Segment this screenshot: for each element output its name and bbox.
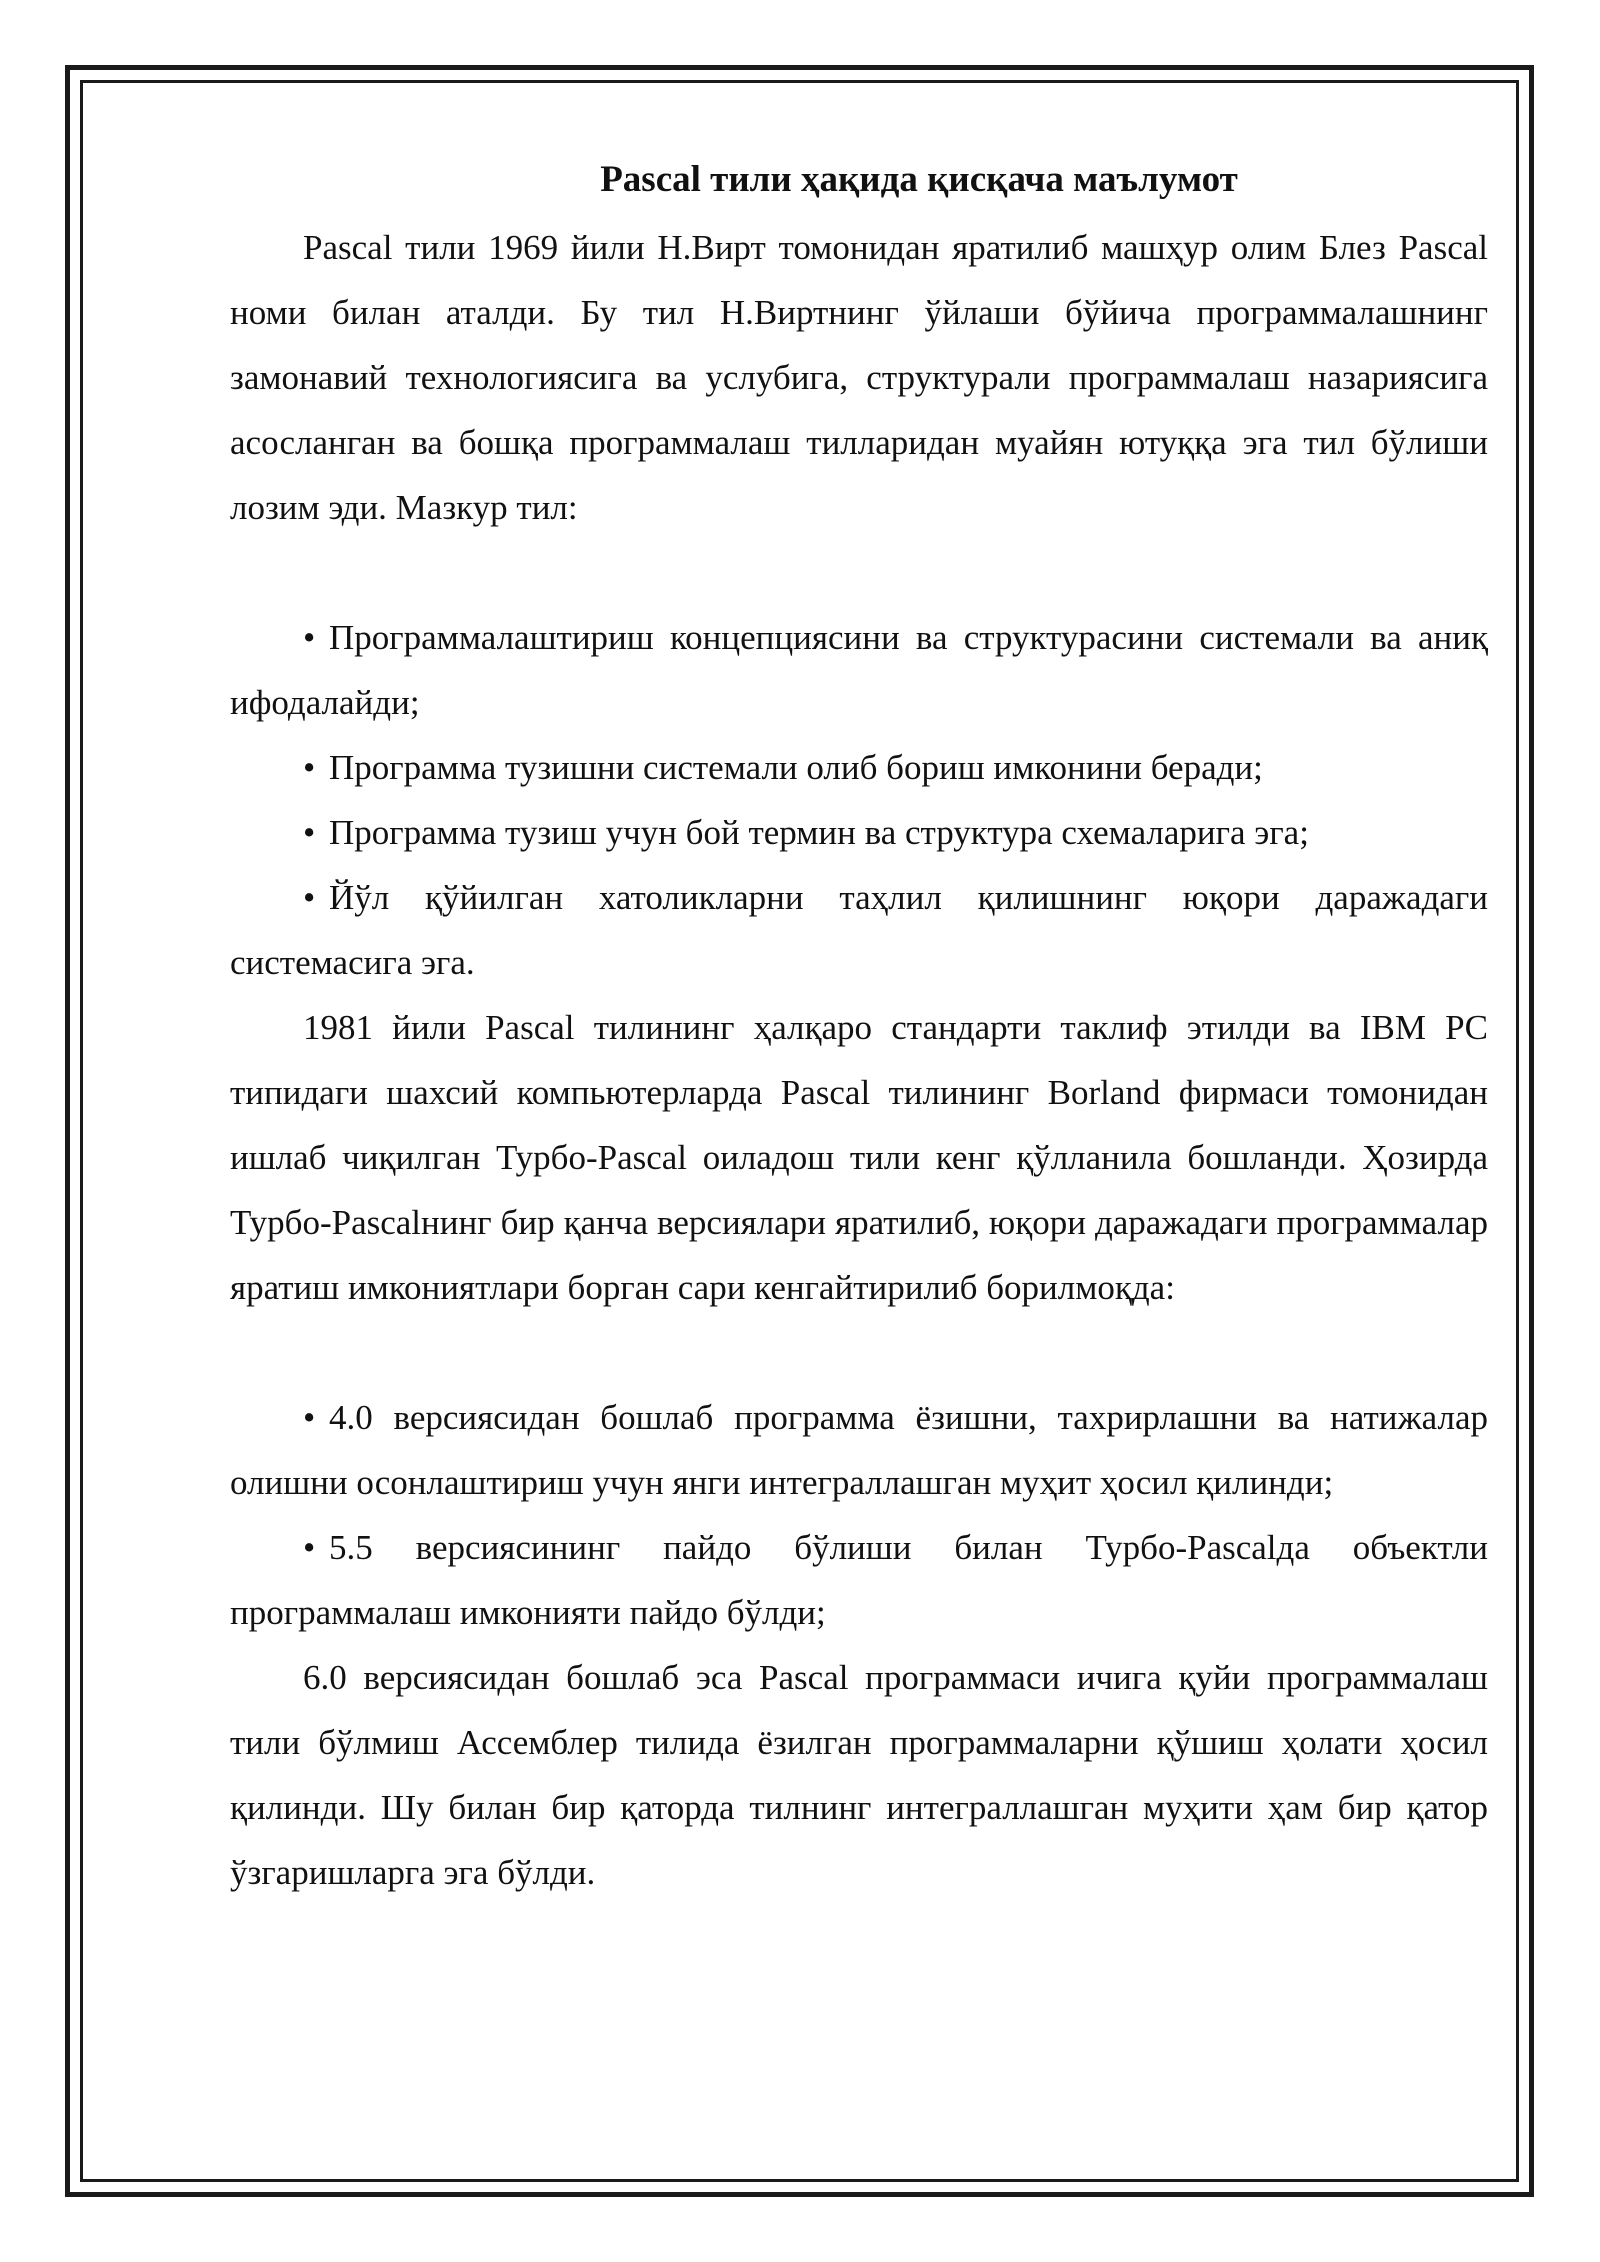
list-item bbox=[230, 735, 1488, 800]
bullet-icon: • bbox=[303, 1528, 316, 1567]
list-item bbox=[230, 1515, 1488, 1645]
list-item-text: 4.0 версиясидан бошлаб программа ёзишни, тахрирлашни ва натижалар олишни осонлаштириш учун янги интеграллашган муҳит ҳосил қилинди; bbox=[230, 1398, 1488, 1502]
spacer bbox=[230, 1320, 1488, 1385]
bullet-icon: • bbox=[303, 1398, 316, 1437]
intro-paragraph: Pascal тили 1969 йили Н.Вирт томонидан яратилиб машҳур олим Блез Pascal номи билан аталди. Бу тил Н.Виртнинг ўйлаши бўйича программалашнинг замонавий технологиясига ва услубига, структурали программалаш назариясига асосланган ва бошқа программалаш тилларидан муайян ютуққа эга тил бўлиши лозим эди. Мазкур тил: bbox=[230, 228, 1488, 527]
bullet-icon: • bbox=[303, 878, 316, 917]
list-item bbox=[230, 605, 1488, 735]
list-item-text: Йўл қўйилган хатоликларни таҳлил қилишнинг юқори даражадаги системасига эга. bbox=[230, 878, 1488, 982]
document-title: Pascal тили ҳақида қисқача маълумот bbox=[600, 159, 1238, 200]
list-item-text: Программа тузишни системали олиб бориш имконини беради; bbox=[329, 748, 1263, 787]
bullet-icon: • bbox=[303, 748, 316, 787]
spacer bbox=[230, 540, 1488, 605]
closing-paragraph: 6.0 версиясидан бошлаб эса Pascal программаси ичига қуйи программалаш тили бўлмиш Ассемблер тилида ёзилган программаларни қўшиш ҳолати ҳосил қилинди. Шу билан бир қаторда тилнинг интеграллашган муҳити ҳам бир қатор ўзгаришларга эга бўлди. bbox=[230, 1658, 1488, 1892]
list-item-text: Программалаштириш концепциясини ва структурасини системали ва аниқ ифодалайди; bbox=[230, 618, 1488, 722]
document-body bbox=[230, 150, 1488, 1905]
list-item bbox=[230, 865, 1488, 995]
list-item bbox=[230, 1385, 1488, 1515]
bullet-icon: • bbox=[303, 618, 316, 657]
bullet-icon: • bbox=[303, 813, 316, 852]
list-item-text: Программа тузиш учун бой термин ва структура схемаларига эга; bbox=[329, 813, 1309, 852]
list-item-text: 5.5 версиясининг пайдо бўлиши билан Турбо-Pascalда объектли программалаш имконияти пайдо бўлди; bbox=[230, 1528, 1488, 1632]
list-item bbox=[230, 800, 1488, 865]
history-paragraph: 1981 йили Pascal тилининг ҳалқаро стандарти таклиф этилди ва IBM PC типидаги шахсий компьютерларда Pascal тилининг Borland фирмаси томонидан ишлаб чиқилган Турбо-Pascal оиладош тили кенг қўлланила бошланди. Ҳозирда Турбо-Pascalнинг бир қанча версиялари яратилиб, юқори даражадаги программалар яратиш имкониятлари борган сари кенгайтирилиб борилмоқда: bbox=[230, 1008, 1488, 1307]
